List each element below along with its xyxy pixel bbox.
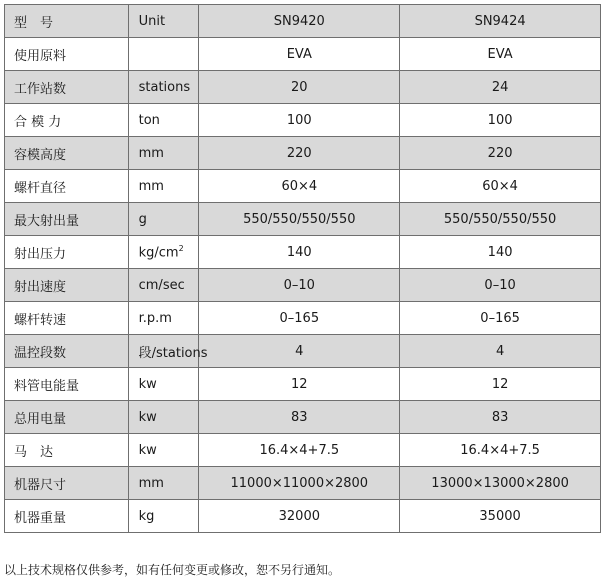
table-row <box>5 71 601 104</box>
header-unit: Unit <box>128 5 199 38</box>
row-value-b: 35000 <box>400 500 601 533</box>
row-unit: kg/cm <box>138 245 179 261</box>
table-row <box>5 302 601 335</box>
row-value-b: 4 <box>400 335 601 368</box>
row-unit: kw <box>128 401 199 434</box>
row-param: 螺杆转速 <box>5 302 129 335</box>
row-value-a: 140 <box>199 236 400 269</box>
row-param: 螺杆直径 <box>5 170 129 203</box>
row-value-b: 100 <box>400 104 601 137</box>
row-value-b: EVA <box>400 38 601 71</box>
row-value-a: 60×4 <box>199 170 400 203</box>
table-header-row <box>5 5 601 38</box>
row-unit: ton <box>128 104 199 137</box>
row-value-a: 4 <box>199 335 400 368</box>
row-value-b: 16.4×4+7.5 <box>400 434 601 467</box>
row-param: 机器重量 <box>5 500 129 533</box>
row-value-b: 550/550/550/550 <box>400 203 601 236</box>
table-row <box>5 236 601 269</box>
row-unit: cm/sec <box>128 269 199 302</box>
row-param: 工作站数 <box>5 71 129 104</box>
row-value-a: 20 <box>199 71 400 104</box>
table-row <box>5 434 601 467</box>
table-row <box>5 500 601 533</box>
row-value-a: 0–165 <box>199 302 400 335</box>
row-value-b: 140 <box>400 236 601 269</box>
row-unit: stations <box>128 71 199 104</box>
row-param: 使用原料 <box>5 38 129 71</box>
row-param: 温控段数 <box>5 335 129 368</box>
row-value-a: 12 <box>199 368 400 401</box>
row-unit-cell <box>128 236 199 269</box>
row-param: 总用电量 <box>5 401 129 434</box>
table-row <box>5 335 601 368</box>
disclaimer-note: 以上技术规格仅供参考，如有任何变更或修改，恕不另行通知。 <box>4 563 341 577</box>
row-value-a: 32000 <box>199 500 400 533</box>
unit-superscript: 2 <box>178 243 184 253</box>
table-row <box>5 269 601 302</box>
row-value-a: 16.4×4+7.5 <box>199 434 400 467</box>
row-param: 合 模 力 <box>5 104 129 137</box>
row-unit: mm <box>128 170 199 203</box>
row-value-a: 0–10 <box>199 269 400 302</box>
row-param: 机器尺寸 <box>5 467 129 500</box>
row-unit: kw <box>128 434 199 467</box>
row-value-a: 550/550/550/550 <box>199 203 400 236</box>
row-value-b: 220 <box>400 137 601 170</box>
row-unit: kw <box>128 368 199 401</box>
spec-table <box>4 4 601 533</box>
row-param: 最大射出量 <box>5 203 129 236</box>
row-unit <box>128 38 199 71</box>
row-value-a: 220 <box>199 137 400 170</box>
table-row <box>5 467 601 500</box>
header-model-a: SN9420 <box>199 5 400 38</box>
header-model-b: SN9424 <box>400 5 601 38</box>
row-value-a: EVA <box>199 38 400 71</box>
table-row <box>5 38 601 71</box>
row-value-a: 83 <box>199 401 400 434</box>
row-value-b: 0–10 <box>400 269 601 302</box>
row-unit: mm <box>128 467 199 500</box>
row-value-b: 60×4 <box>400 170 601 203</box>
row-unit: mm <box>128 137 199 170</box>
row-unit: r.p.m <box>128 302 199 335</box>
table-row <box>5 368 601 401</box>
row-param: 射出压力 <box>5 236 129 269</box>
table-row <box>5 401 601 434</box>
table-row <box>5 203 601 236</box>
row-unit: kg <box>128 500 199 533</box>
row-value-b: 24 <box>400 71 601 104</box>
table-row <box>5 137 601 170</box>
row-param: 射出速度 <box>5 269 129 302</box>
header-param: 型 号 <box>5 5 129 38</box>
row-value-b: 12 <box>400 368 601 401</box>
row-value-b: 83 <box>400 401 601 434</box>
row-unit: g <box>128 203 199 236</box>
table-row <box>5 170 601 203</box>
row-param: 容模高度 <box>5 137 129 170</box>
row-unit: 段/stations <box>128 335 199 368</box>
table-row <box>5 104 601 137</box>
row-value-b: 0–165 <box>400 302 601 335</box>
row-param: 料管电能量 <box>5 368 129 401</box>
row-value-a: 100 <box>199 104 400 137</box>
row-value-a: 11000×11000×2800 <box>199 467 400 500</box>
row-param: 马 达 <box>5 434 129 467</box>
row-value-b: 13000×13000×2800 <box>400 467 601 500</box>
